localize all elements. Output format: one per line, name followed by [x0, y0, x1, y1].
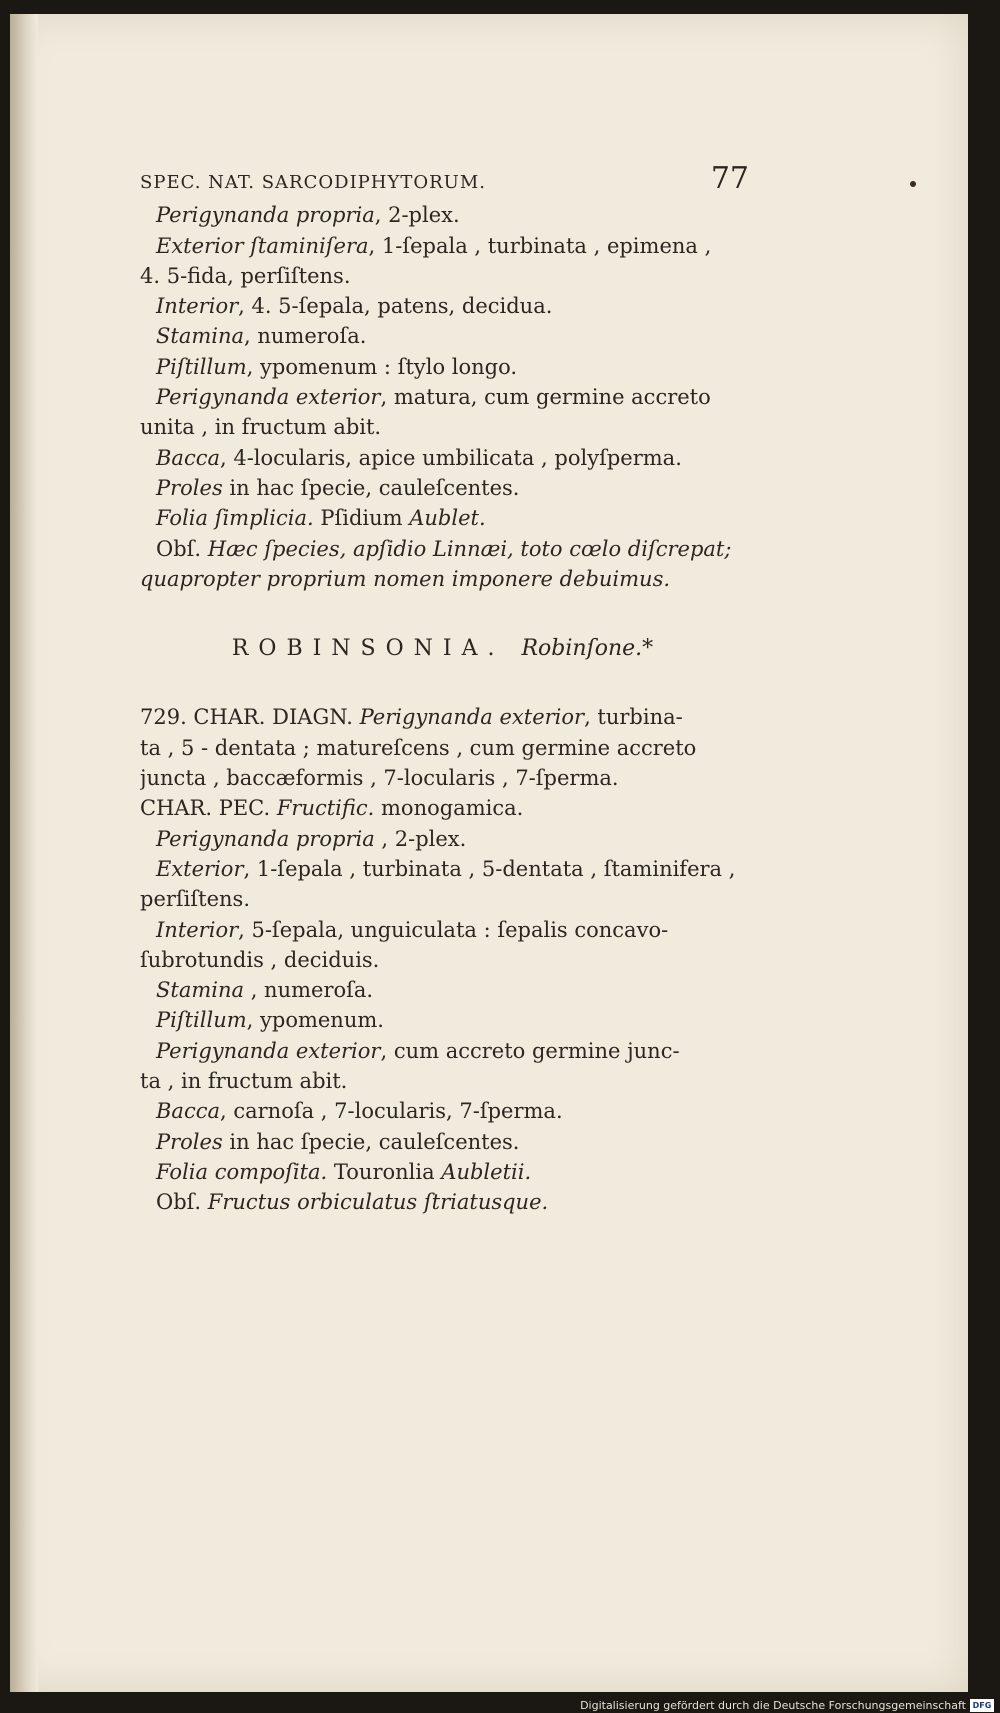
line-rest: , 1-ſepala , turbinata , epimena ,	[368, 233, 712, 258]
line-rest: , 5-ſepala, unguiculata : ſepalis concavo-	[238, 917, 669, 942]
line-rest: , 2-plex.	[374, 203, 460, 228]
term: Perigynanda exterior	[156, 1038, 381, 1063]
line-rest: , turbina-	[584, 705, 683, 730]
author: Aubletii.	[441, 1159, 532, 1184]
term: Stamina	[156, 324, 245, 349]
genus-author: Robinſone.*	[521, 636, 654, 662]
credit-text: Digitalisierung gefördert durch die Deutsche Forschungsgemeinschaft	[580, 1699, 966, 1712]
text-line	[140, 261, 745, 291]
text-line	[140, 975, 745, 1005]
text-line	[140, 1005, 745, 1035]
term: Bacca	[156, 1099, 220, 1124]
text-line	[140, 702, 745, 732]
page-spine	[10, 14, 38, 1692]
term: Bacca	[156, 445, 220, 470]
line-lead: juncta , baccæformis , 7-locularis , 7-ſperma.	[140, 766, 619, 791]
text-line	[140, 382, 745, 412]
line-rest: Touronlia	[327, 1159, 442, 1184]
term: Stamina	[156, 978, 245, 1003]
term: Perigynanda propria	[156, 826, 375, 851]
text-line	[140, 231, 745, 261]
obs-text: quapropter proprium nomen imponere debuimus.	[140, 566, 671, 591]
term: Interior	[156, 917, 239, 942]
dfg-logo-icon: DFG	[970, 1699, 994, 1712]
text-line	[140, 945, 745, 975]
text-line	[140, 291, 745, 321]
term: Piſtillum	[156, 354, 247, 379]
line-rest: , carnoſa , 7-locularis, 7-ſperma.	[220, 1099, 563, 1124]
term: Perigynanda exterior	[156, 385, 381, 410]
text-line	[140, 1127, 745, 1157]
digitization-credit	[580, 1699, 994, 1712]
line-rest: in hac ſpecie, cauleſcentes.	[222, 475, 520, 500]
line-rest: in hac ſpecie, cauleſcentes.	[222, 1129, 520, 1154]
term: Perigynanda propria	[156, 203, 375, 228]
line-lead: ta , 5 - dentata ; matureſcens , cum germine accreto	[140, 735, 697, 760]
text-line	[140, 824, 745, 854]
text-line	[140, 503, 745, 533]
obs-text: Fructus orbiculatus ſtriatusque.	[207, 1190, 549, 1215]
text-line	[140, 443, 745, 473]
obs-label: Obſ.	[156, 1190, 202, 1215]
line-rest: , 4. 5-ſepala, patens, decidua.	[238, 294, 553, 319]
text-line	[140, 884, 745, 914]
description-block-2	[140, 702, 745, 1187]
text-line	[140, 473, 745, 503]
line-rest: , ypomenum : ſtylo longo.	[246, 354, 518, 379]
line-lead: CHAR. PEC.	[140, 796, 277, 821]
text-line	[140, 1157, 745, 1187]
observation-1-line-2	[140, 564, 745, 594]
genus-heading	[140, 634, 745, 664]
obs-label: Obſ.	[156, 536, 202, 561]
line-rest: , numeroſa.	[244, 978, 374, 1003]
text-line	[140, 793, 745, 823]
line-rest: , 2-plex.	[374, 826, 467, 851]
running-header	[140, 161, 749, 198]
running-title: SPEC. NAT. SARCODIPHYTORUM.	[140, 172, 487, 193]
text-line	[140, 1036, 745, 1066]
line-rest: monogamica.	[374, 796, 524, 821]
text-line	[140, 733, 745, 763]
text-line	[140, 321, 745, 351]
line-rest: , numeroſa.	[244, 324, 367, 349]
text-line	[140, 352, 745, 382]
author: Aublet.	[409, 506, 486, 531]
description-block-1	[140, 200, 745, 533]
term: Proles	[156, 1129, 223, 1154]
line-rest: Pſidium	[313, 506, 410, 531]
line-rest: , 1-ſepala , turbinata , 5-dentata , ſtaminifera ,	[243, 856, 736, 881]
page-text	[140, 161, 749, 1218]
text-line	[140, 854, 745, 884]
text-line	[140, 200, 745, 230]
term: Folia ſimplicia.	[156, 506, 314, 531]
line-rest: , 4-locularis, apice umbilicata , polyſperma.	[220, 445, 682, 470]
obs-text: Hæc ſpecies, apſidio Linnæi, toto cœlo diſcrepat;	[207, 536, 732, 561]
ink-spot	[910, 181, 916, 187]
text-line	[140, 763, 745, 793]
line-rest: , cum accreto germine junc-	[380, 1038, 680, 1063]
line-lead: ſubrotundis , deciduis.	[140, 947, 380, 972]
line-lead: unita , in fructum abit.	[140, 415, 382, 440]
line-lead: ta , in fructum abit.	[140, 1069, 348, 1094]
term: Exterior ſtaminiſera	[156, 233, 369, 258]
genus-name: ROBINSONIA.	[231, 636, 505, 662]
observation-2	[140, 1187, 745, 1217]
term: Perigynanda exterior	[359, 705, 585, 730]
line-rest: , ypomenum.	[246, 1008, 384, 1033]
book-page	[10, 14, 968, 1692]
line-lead: perſiſtens.	[140, 887, 251, 912]
text-line	[140, 1066, 745, 1096]
line-lead: 4. 5-fida, perſiſtens.	[140, 263, 351, 288]
term: Piſtillum	[156, 1008, 247, 1033]
text-line	[140, 915, 745, 945]
term: Exterior	[156, 856, 244, 881]
observation-1-line-1	[140, 534, 745, 564]
term: Proles	[156, 475, 223, 500]
text-line	[140, 412, 745, 442]
page-number: 77	[710, 161, 749, 196]
line-lead: 729. CHAR. DIAGN.	[140, 705, 360, 730]
term: Interior	[156, 294, 239, 319]
line-rest: , matura, cum germine accreto	[380, 385, 711, 410]
term: Fructific.	[276, 796, 375, 821]
text-line	[140, 1096, 745, 1126]
term: Folia compoſita.	[156, 1159, 328, 1184]
